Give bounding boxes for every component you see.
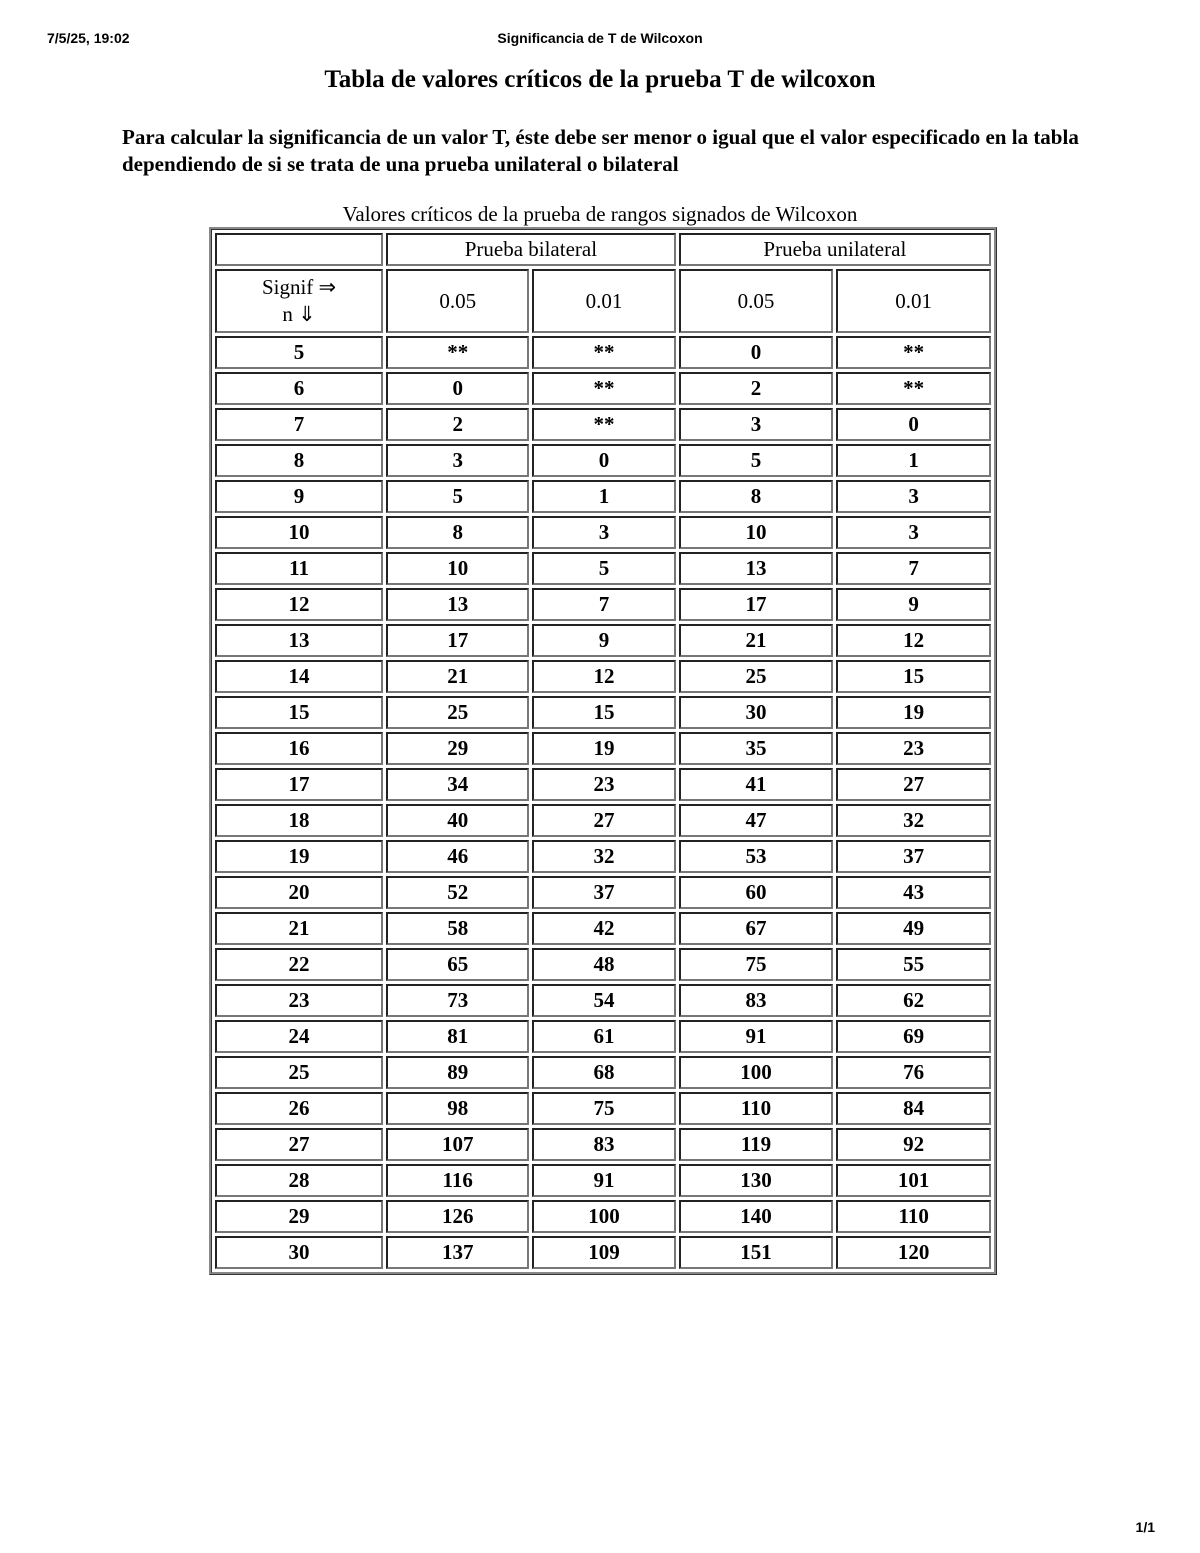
unilateral-001-cell: 0 — [836, 408, 991, 441]
n-cell: 6 — [215, 372, 383, 405]
bilateral-005-cell: 25 — [386, 696, 529, 729]
unilateral-005-cell: 0 — [679, 336, 834, 369]
table-row — [215, 1236, 991, 1269]
table-row — [215, 768, 991, 801]
n-cell: 28 — [215, 1164, 383, 1197]
group-header-bilateral: Prueba bilateral — [386, 233, 676, 266]
n-cell: 10 — [215, 516, 383, 549]
table-row — [215, 336, 991, 369]
stub-signif-label: Signif ⇒ — [261, 275, 337, 299]
table-row — [215, 588, 991, 621]
table-row — [215, 444, 991, 477]
unilateral-005-cell: 91 — [679, 1020, 834, 1053]
table-row — [215, 1128, 991, 1161]
unilateral-001-cell: 49 — [836, 912, 991, 945]
table-row — [215, 804, 991, 837]
unilateral-005-cell: 67 — [679, 912, 834, 945]
bilateral-005-cell: 29 — [386, 732, 529, 765]
bilateral-005-cell: 5 — [386, 480, 529, 513]
bilateral-005-cell: 2 — [386, 408, 529, 441]
unilateral-005-cell: 130 — [679, 1164, 834, 1197]
unilateral-005-cell: 17 — [679, 588, 834, 621]
table-row — [215, 1164, 991, 1197]
unilateral-001-cell: 1 — [836, 444, 991, 477]
level-unilateral-001: 0.01 — [836, 269, 991, 333]
bilateral-005-cell: 52 — [386, 876, 529, 909]
bilateral-001-cell: 100 — [532, 1200, 675, 1233]
unilateral-001-cell: 62 — [836, 984, 991, 1017]
unilateral-005-cell: 83 — [679, 984, 834, 1017]
unilateral-005-cell: 100 — [679, 1056, 834, 1089]
bilateral-001-cell: 37 — [532, 876, 675, 909]
bilateral-001-cell: 9 — [532, 624, 675, 657]
unilateral-005-cell: 41 — [679, 768, 834, 801]
page-number: 1/1 — [1135, 1519, 1155, 1535]
bilateral-001-cell: 27 — [532, 804, 675, 837]
n-cell: 7 — [215, 408, 383, 441]
n-cell: 27 — [215, 1128, 383, 1161]
n-cell: 21 — [215, 912, 383, 945]
bilateral-005-cell: 10 — [386, 552, 529, 585]
table-row — [215, 912, 991, 945]
level-bilateral-001: 0.01 — [532, 269, 675, 333]
bilateral-001-cell: ** — [532, 408, 675, 441]
bilateral-005-cell: 65 — [386, 948, 529, 981]
bilateral-005-cell: 8 — [386, 516, 529, 549]
unilateral-001-cell: 3 — [836, 516, 991, 549]
unilateral-001-cell: 15 — [836, 660, 991, 693]
bilateral-005-cell: 98 — [386, 1092, 529, 1125]
bilateral-005-cell: 116 — [386, 1164, 529, 1197]
unilateral-005-cell: 3 — [679, 408, 834, 441]
group-header-unilateral: Prueba unilateral — [679, 233, 991, 266]
n-cell: 14 — [215, 660, 383, 693]
empty-corner-cell — [215, 233, 383, 266]
level-bilateral-005: 0.05 — [386, 269, 529, 333]
n-cell: 16 — [215, 732, 383, 765]
n-cell: 24 — [215, 1020, 383, 1053]
n-cell: 19 — [215, 840, 383, 873]
unilateral-005-cell: 8 — [679, 480, 834, 513]
unilateral-005-cell: 21 — [679, 624, 834, 657]
unilateral-001-cell: ** — [836, 372, 991, 405]
unilateral-001-cell: 69 — [836, 1020, 991, 1053]
table-row — [215, 372, 991, 405]
bilateral-001-cell: 42 — [532, 912, 675, 945]
unilateral-001-cell: 101 — [836, 1164, 991, 1197]
bilateral-001-cell: 75 — [532, 1092, 675, 1125]
significance-row — [215, 269, 991, 333]
bilateral-005-cell: 0 — [386, 372, 529, 405]
table-row — [215, 660, 991, 693]
unilateral-005-cell: 151 — [679, 1236, 834, 1269]
bilateral-001-cell: 61 — [532, 1020, 675, 1053]
unilateral-005-cell: 110 — [679, 1092, 834, 1125]
table-row — [215, 876, 991, 909]
n-cell: 13 — [215, 624, 383, 657]
n-cell: 17 — [215, 768, 383, 801]
print-title: Significancia de T de Wilcoxon — [497, 30, 703, 46]
bilateral-005-cell: 73 — [386, 984, 529, 1017]
n-cell: 5 — [215, 336, 383, 369]
unilateral-001-cell: 55 — [836, 948, 991, 981]
unilateral-005-cell: 75 — [679, 948, 834, 981]
table-caption: Valores críticos de la prueba de rangos signados de Wilcoxon — [342, 202, 858, 226]
table-row — [215, 516, 991, 549]
unilateral-001-cell: 43 — [836, 876, 991, 909]
unilateral-001-cell: 32 — [836, 804, 991, 837]
print-date: 7/5/25, 19:02 — [47, 30, 130, 46]
bilateral-005-cell: 17 — [386, 624, 529, 657]
intro-paragraph: Para calcular la significancia de un valor T, éste debe ser menor o igual que el valor especificado en la tabla dependiendo de si se trata de una prueba unilateral o bilateral — [122, 125, 1079, 176]
unilateral-001-cell: 3 — [836, 480, 991, 513]
bilateral-001-cell: ** — [532, 372, 675, 405]
unilateral-005-cell: 35 — [679, 732, 834, 765]
unilateral-005-cell: 13 — [679, 552, 834, 585]
bilateral-001-cell: 109 — [532, 1236, 675, 1269]
unilateral-005-cell: 60 — [679, 876, 834, 909]
unilateral-001-cell: 9 — [836, 588, 991, 621]
table-row — [215, 552, 991, 585]
bilateral-005-cell: 34 — [386, 768, 529, 801]
unilateral-001-cell: 120 — [836, 1236, 991, 1269]
stub-n-label: n ⇓ — [282, 302, 316, 326]
bilateral-001-cell: 32 — [532, 840, 675, 873]
unilateral-001-cell: 23 — [836, 732, 991, 765]
unilateral-005-cell: 53 — [679, 840, 834, 873]
bilateral-001-cell: 3 — [532, 516, 675, 549]
table-row — [215, 1056, 991, 1089]
bilateral-001-cell: 0 — [532, 444, 675, 477]
bilateral-005-cell: 46 — [386, 840, 529, 873]
unilateral-001-cell: 7 — [836, 552, 991, 585]
n-cell: 30 — [215, 1236, 383, 1269]
bilateral-001-cell: 91 — [532, 1164, 675, 1197]
unilateral-005-cell: 119 — [679, 1128, 834, 1161]
bilateral-001-cell: 68 — [532, 1056, 675, 1089]
unilateral-001-cell: 27 — [836, 768, 991, 801]
unilateral-001-cell: ** — [836, 336, 991, 369]
n-cell: 26 — [215, 1092, 383, 1125]
n-cell: 18 — [215, 804, 383, 837]
n-cell: 12 — [215, 588, 383, 621]
bilateral-005-cell: 58 — [386, 912, 529, 945]
n-cell: 20 — [215, 876, 383, 909]
n-cell: 22 — [215, 948, 383, 981]
bilateral-005-cell: 21 — [386, 660, 529, 693]
wilcoxon-table — [209, 227, 997, 1275]
table-row — [215, 840, 991, 873]
table-row — [215, 984, 991, 1017]
bilateral-005-cell: 126 — [386, 1200, 529, 1233]
table-row — [215, 1200, 991, 1233]
n-cell: 29 — [215, 1200, 383, 1233]
unilateral-001-cell: 110 — [836, 1200, 991, 1233]
table-body — [215, 336, 991, 1269]
unilateral-005-cell: 47 — [679, 804, 834, 837]
n-cell: 25 — [215, 1056, 383, 1089]
table-row — [215, 480, 991, 513]
page-title: Tabla de valores críticos de la prueba T de wilcoxon — [324, 66, 876, 93]
table-row — [215, 408, 991, 441]
bilateral-001-cell: 5 — [532, 552, 675, 585]
bilateral-005-cell: 13 — [386, 588, 529, 621]
bilateral-005-cell: 107 — [386, 1128, 529, 1161]
bilateral-005-cell: ** — [386, 336, 529, 369]
bilateral-001-cell: 7 — [532, 588, 675, 621]
unilateral-005-cell: 140 — [679, 1200, 834, 1233]
bilateral-005-cell: 40 — [386, 804, 529, 837]
unilateral-005-cell: 5 — [679, 444, 834, 477]
table-row — [215, 948, 991, 981]
bilateral-001-cell: 23 — [532, 768, 675, 801]
table-row — [215, 1092, 991, 1125]
bilateral-001-cell: 19 — [532, 732, 675, 765]
unilateral-001-cell: 12 — [836, 624, 991, 657]
bilateral-005-cell: 81 — [386, 1020, 529, 1053]
bilateral-001-cell: 54 — [532, 984, 675, 1017]
unilateral-001-cell: 76 — [836, 1056, 991, 1089]
bilateral-001-cell: ** — [532, 336, 675, 369]
unilateral-005-cell: 30 — [679, 696, 834, 729]
bilateral-001-cell: 1 — [532, 480, 675, 513]
unilateral-005-cell: 10 — [679, 516, 834, 549]
level-unilateral-005: 0.05 — [679, 269, 834, 333]
bilateral-005-cell: 89 — [386, 1056, 529, 1089]
table-row — [215, 1020, 991, 1053]
unilateral-005-cell: 25 — [679, 660, 834, 693]
n-cell: 23 — [215, 984, 383, 1017]
bilateral-001-cell: 83 — [532, 1128, 675, 1161]
table-row — [215, 732, 991, 765]
table-row — [215, 696, 991, 729]
n-cell: 11 — [215, 552, 383, 585]
unilateral-001-cell: 19 — [836, 696, 991, 729]
bilateral-001-cell: 48 — [532, 948, 675, 981]
n-cell: 8 — [215, 444, 383, 477]
table-row — [215, 624, 991, 657]
unilateral-001-cell: 37 — [836, 840, 991, 873]
bilateral-005-cell: 137 — [386, 1236, 529, 1269]
unilateral-001-cell: 84 — [836, 1092, 991, 1125]
stub-cell — [215, 269, 383, 333]
unilateral-001-cell: 92 — [836, 1128, 991, 1161]
print-header — [47, 30, 1153, 50]
bilateral-005-cell: 3 — [386, 444, 529, 477]
n-cell: 15 — [215, 696, 383, 729]
bilateral-001-cell: 15 — [532, 696, 675, 729]
bilateral-001-cell: 12 — [532, 660, 675, 693]
unilateral-005-cell: 2 — [679, 372, 834, 405]
n-cell: 9 — [215, 480, 383, 513]
group-header-row — [215, 233, 991, 266]
